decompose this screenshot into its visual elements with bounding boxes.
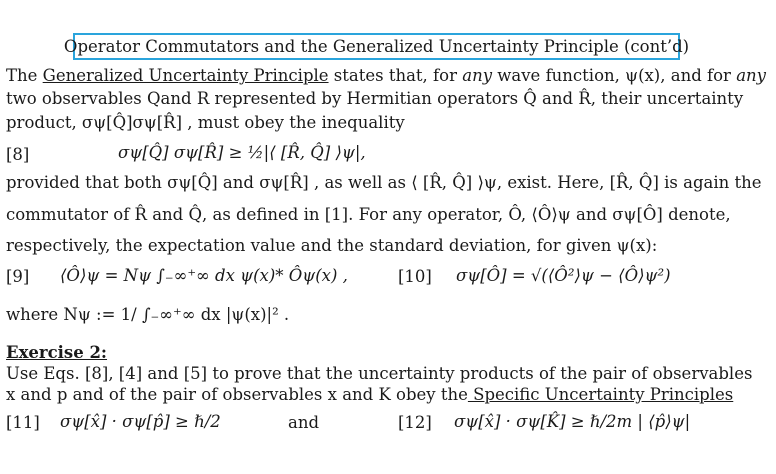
para1-line2: two observables Qand R represented by Hermitian operators Q̂ and R̂, their uncertainty <box>6 89 744 108</box>
page-title <box>63 33 690 60</box>
generalized-uncertainty-link[interactable]: Generalized Uncertainty Principle <box>42 66 329 85</box>
para1-line3: product, σψ[Q̂]σψ[R̂] , must obey the inequality <box>6 113 405 132</box>
eq10-label: [10] <box>398 267 432 286</box>
specific-uncertainty-link[interactable]: Specific Uncertainty Principles <box>467 385 734 404</box>
eq11-expression: σψ[x̂] · σψ[p̂] ≥ ℏ/2 <box>60 412 221 431</box>
eq8-label: [8] <box>6 145 30 164</box>
title-text: Operator Commutators and the Generalized Uncertainty Principle (cont’d) <box>63 37 690 56</box>
eq12-label: [12] <box>398 413 432 432</box>
eq9-label: [9] <box>6 267 30 286</box>
where-line: where Nψ := 1/ ∫₋∞⁺∞ dx |ψ(x)|² . <box>6 305 290 324</box>
eq10-expression: σψ[Ô] = √(⟨Ô²⟩ψ − ⟨Ô⟩ψ²) <box>456 266 671 285</box>
eq8-expression: σψ[Q̂] σψ[R̂] ≥ ½|⟨ [R̂, Q̂] ⟩ψ|, <box>118 143 366 162</box>
eq9-expression: ⟨Ô⟩ψ = Nψ ∫₋∞⁺∞ dx ψ(x)* Ôψ(x) , <box>60 266 348 285</box>
para2-line3: respectively, the expectation value and the standard deviation, for given ψ(x): <box>6 236 658 255</box>
para2-line2: commutator of R̂ and Q̂, as defined in [1]. For any operator, Ô, ⟨Ô⟩ψ and σψ[Ô] denote, <box>6 205 731 224</box>
exercise-line2: x and p and of the pair of observables x and K obey the Specific Uncertainty Principles <box>6 385 734 404</box>
exercise-line1: Use Eqs. [8], [4] and [5] to prove that the uncertainty products of the pair of observables <box>6 364 753 383</box>
para1-line1: The Generalized Uncertainty Principle states that, for any wave function, ψ(x), and for any <box>6 66 766 85</box>
eq12-expression: σψ[x̂] · σψ[K̂] ≥ ℏ/2m | ⟨p̂⟩ψ| <box>454 412 691 431</box>
para2-line1: provided that both σψ[Q̂] and σψ[R̂] , as well as ⟨ [R̂, Q̂] ⟩ψ, exist. Here, [R̂, Q̂] is again the <box>6 173 762 192</box>
exercise-heading: Exercise 2: <box>6 343 108 362</box>
eq11-label: [11] <box>6 413 40 432</box>
and-text: and <box>288 413 320 432</box>
